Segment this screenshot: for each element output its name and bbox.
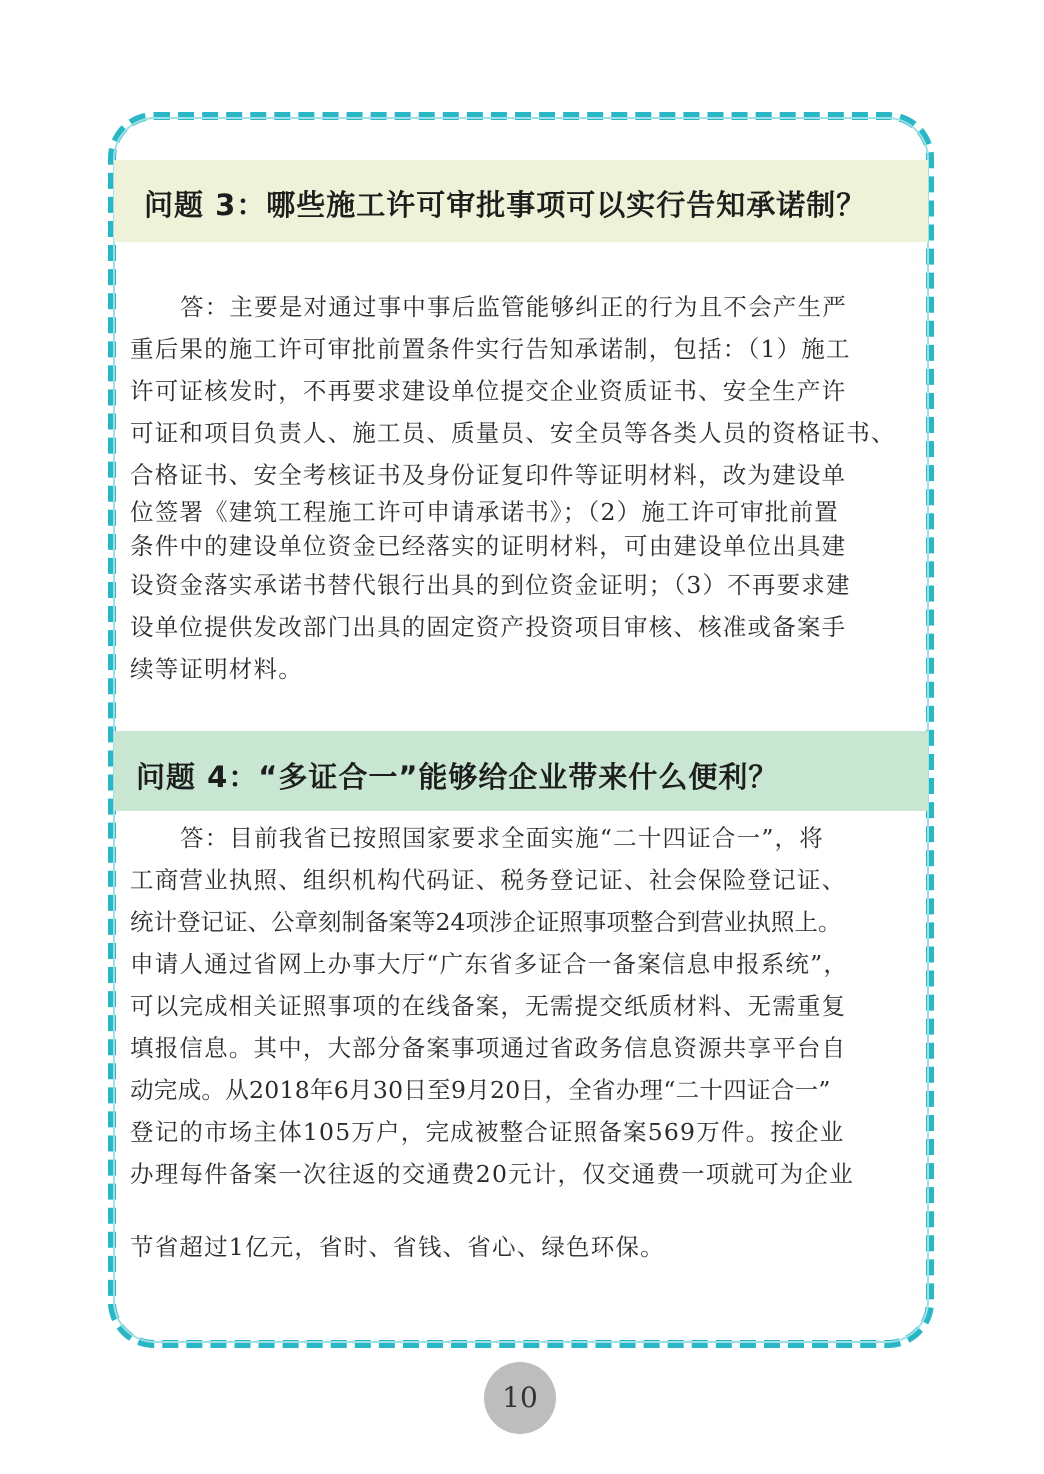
answer-line: 可以完成相关证照事项的在线备案，无需提交纸质材料、无需重复 bbox=[130, 992, 847, 1020]
answer-line: 答：主要是对通过事中事后监管能够纠正的行为且不会产生严 bbox=[180, 293, 847, 321]
answer-line: 统计登记证、公章刻制备案等24项涉企证照事项整合到营业执照上。 bbox=[130, 908, 842, 936]
answer-line: 可证和项目负责人、施工员、质量员、安全员等各类人员的资格证书、 bbox=[130, 419, 896, 447]
question-3-heading bbox=[114, 160, 928, 242]
page-number: 10 bbox=[484, 1362, 556, 1434]
answer-line: 条件中的建设单位资金已经落实的证明材料，可由建设单位出具建 bbox=[130, 532, 847, 560]
answer-line: 填报信息。其中，大部分备案事项通过省政务信息资源共享平台自 bbox=[130, 1034, 847, 1062]
question-4-heading bbox=[114, 731, 928, 811]
answer-line: 登记的市场主体105万户，完成被整合证照备案569万件。按企业 bbox=[130, 1118, 845, 1146]
answer-line: 合格证书、安全考核证书及身份证复印件等证明材料，改为建设单 bbox=[130, 461, 847, 489]
answer-line: 节省超过1亿元，省时、省钱、省心、绿色环保。 bbox=[130, 1233, 665, 1261]
answer-line: 动完成。从2018年6月30日至9月20日，全省办理“二十四证合一” bbox=[130, 1076, 831, 1104]
question-4-title: 问题 4：“多证合一”能够给企业带来什么便利？ bbox=[136, 760, 779, 794]
answer-line: 申请人通过省网上办事大厅“广东省多证合一备案信息申报系统”， bbox=[130, 950, 849, 978]
answer-line: 设资金落实承诺书替代银行出具的到位资金证明；（3）不再要求建 bbox=[130, 571, 851, 599]
answer-line: 位签署《建筑工程施工许可申请承诺书》；（2）施工许可审批前置 bbox=[130, 498, 839, 526]
answer-line: 续等证明材料。 bbox=[130, 655, 303, 683]
answer-line: 答：目前我省已按照国家要求全面实施“二十四证合一”，将 bbox=[180, 824, 824, 852]
question-3-title: 问题 3：哪些施工许可审批事项可以实行告知承诺制？ bbox=[144, 188, 867, 222]
answer-line: 工商营业执照、组织机构代码证、税务登记证、社会保险登记证、 bbox=[130, 866, 847, 894]
question-4-answer bbox=[130, 817, 920, 1195]
question-3-answer bbox=[130, 286, 920, 690]
answer-line: 设单位提供发改部门出具的固定资产投资项目审核、核准或备案手 bbox=[130, 613, 847, 641]
answer-line: 重后果的施工许可审批前置条件实行告知承诺制，包括：（1）施工 bbox=[130, 335, 851, 363]
question-4-answer-last bbox=[130, 1226, 920, 1268]
answer-line: 办理每件备案一次往返的交通费20元计，仅交通费一项就可为企业 bbox=[130, 1160, 854, 1188]
answer-line: 许可证核发时，不再要求建设单位提交企业资质证书、安全生产许 bbox=[130, 377, 847, 405]
